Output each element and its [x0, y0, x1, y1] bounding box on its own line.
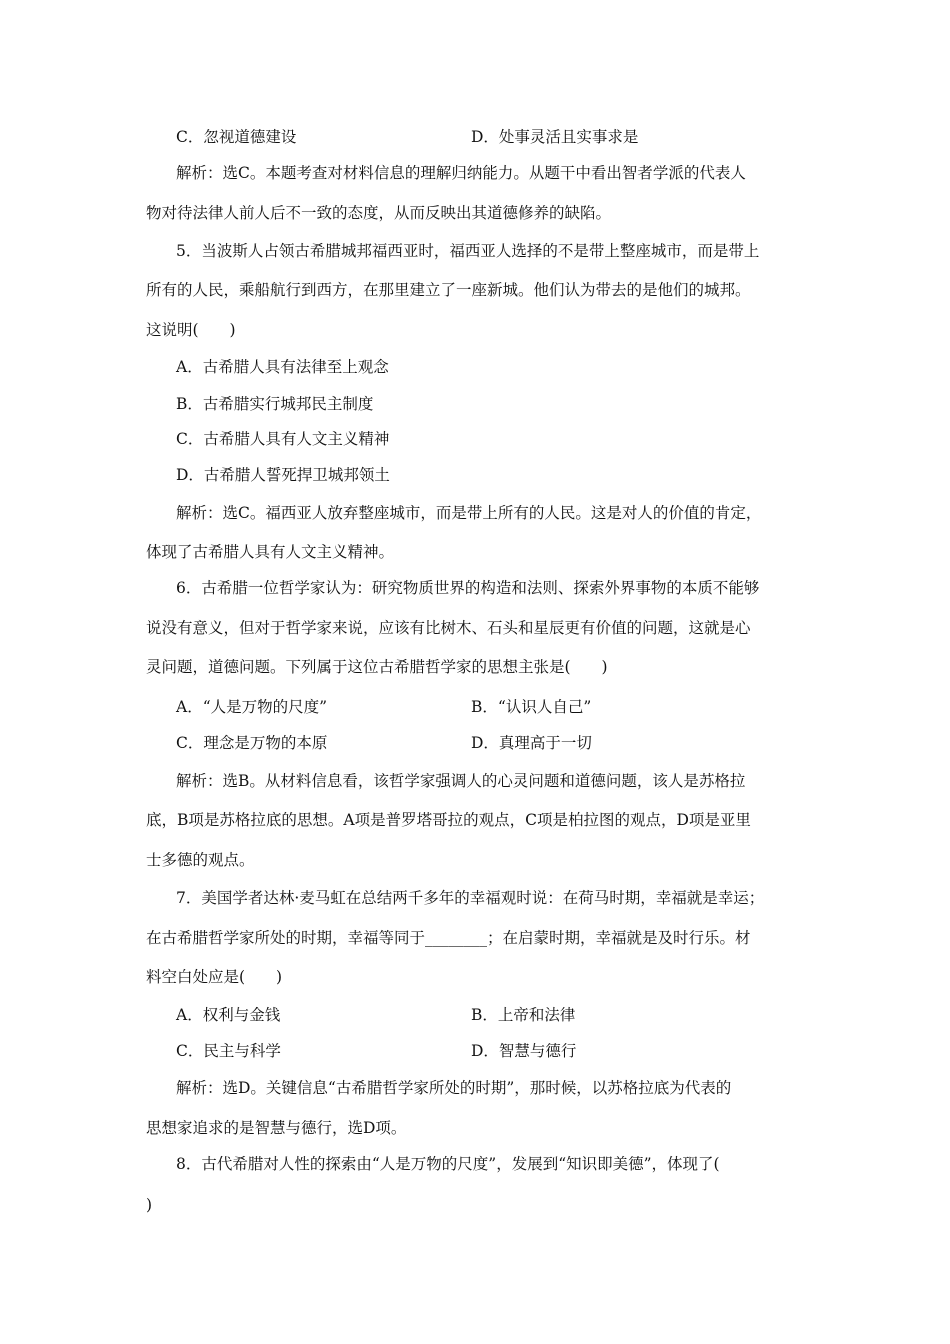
- q6-answer-line-3: 士多德的观点。: [146, 851, 255, 869]
- q7-stem-line-1: 7．美国学者达林·麦马虹在总结两千多年的幸福观时说：在荷马时期，幸福就是幸运；: [176, 889, 765, 907]
- q7-stem-line-2: 在古希腊哲学家所处的时期，幸福等同于________；在启蒙时期，幸福就是及时行乐。材: [146, 929, 751, 947]
- q5-answer-line-2: 体现了古希腊人具有人文主义精神。: [146, 543, 395, 561]
- q4-answer-line-2: 物对待法律人前人后不一致的态度，从而反映出其道德修养的缺陷。: [146, 204, 612, 222]
- q5-stem-line-2: 所有的人民，乘船航行到西方，在那里建立了一座新城。他们认为带去的是他们的城邦。: [146, 281, 751, 299]
- q5-stem-line-3: 这说明( ): [146, 321, 236, 339]
- q6-answer-line-1: 解析：选B。从材料信息看，该哲学家强调人的心灵问题和道德问题，该人是苏格拉: [176, 772, 746, 790]
- q6-stem-line-3: 灵问题，道德问题。下列属于这位古希腊哲学家的思想主张是( ): [146, 658, 608, 676]
- q6-option-b: B．“认识人自己”: [471, 698, 592, 716]
- q6-option-c: C．理念是万物的本原: [176, 734, 328, 752]
- q4-answer-line-1: 解析：选C。本题考查对材料信息的理解归纳能力。从题干中看出智者学派的代表人: [176, 164, 746, 182]
- q6-stem-line-1: 6．古希腊一位哲学家认为：研究物质世界的构造和法则、探索外界事物的本质不能够: [176, 579, 760, 597]
- q4-option-c: C．忽视道德建设: [176, 128, 297, 146]
- q7-option-d: D．智慧与德行: [471, 1042, 577, 1060]
- q5-option-c: C．古希腊人具有人文主义精神: [176, 430, 390, 448]
- q8-stem-line-1: 8．古代希腊对人性的探索由“人是万物的尺度”，发展到“知识即美德”，体现了(: [176, 1155, 720, 1173]
- q7-answer-line-1: 解析：选D。关键信息“古希腊哲学家所处的时期”，那时候，以苏格拉底为代表的: [176, 1079, 732, 1097]
- q4-option-d: D．处事灵活且实事求是: [471, 128, 639, 146]
- q8-stem-line-2: ): [146, 1196, 153, 1214]
- q6-option-d: D．真理高于一切: [471, 734, 592, 752]
- q5-stem-line-1: 5．当波斯人占领古希腊城邦福西亚时，福西亚人选择的不是带上整座城市，而是带上: [176, 242, 760, 260]
- q5-option-d: D．古希腊人誓死捍卫城邦领土: [176, 466, 390, 484]
- q6-option-a: A．“人是万物的尺度”: [176, 698, 328, 716]
- q6-answer-line-2: 底，B项是苏格拉底的思想。A项是普罗塔哥拉的观点，C项是柏拉图的观点，D项是亚里: [146, 811, 751, 829]
- q7-option-a: A．权利与金钱: [176, 1006, 281, 1024]
- q7-answer-line-2: 思想家追求的是智慧与德行，选D项。: [146, 1119, 407, 1137]
- q7-option-c: C．民主与科学: [176, 1042, 281, 1060]
- q7-option-b: B．上帝和法律: [471, 1006, 576, 1024]
- q5-answer-line-1: 解析：选C。福西亚人放弃整座城市，而是带上所有的人民。这是对人的价值的肯定，: [176, 504, 762, 522]
- q5-option-a: A．古希腊人具有法律至上观念: [176, 358, 389, 376]
- q5-option-b: B．古希腊实行城邦民主制度: [176, 395, 374, 413]
- q7-stem-line-3: 料空白处应是( ): [146, 968, 283, 986]
- q6-stem-line-2: 说没有意义，但对于哲学家来说，应该有比树木、石头和星辰更有价值的问题，这就是心: [146, 619, 751, 637]
